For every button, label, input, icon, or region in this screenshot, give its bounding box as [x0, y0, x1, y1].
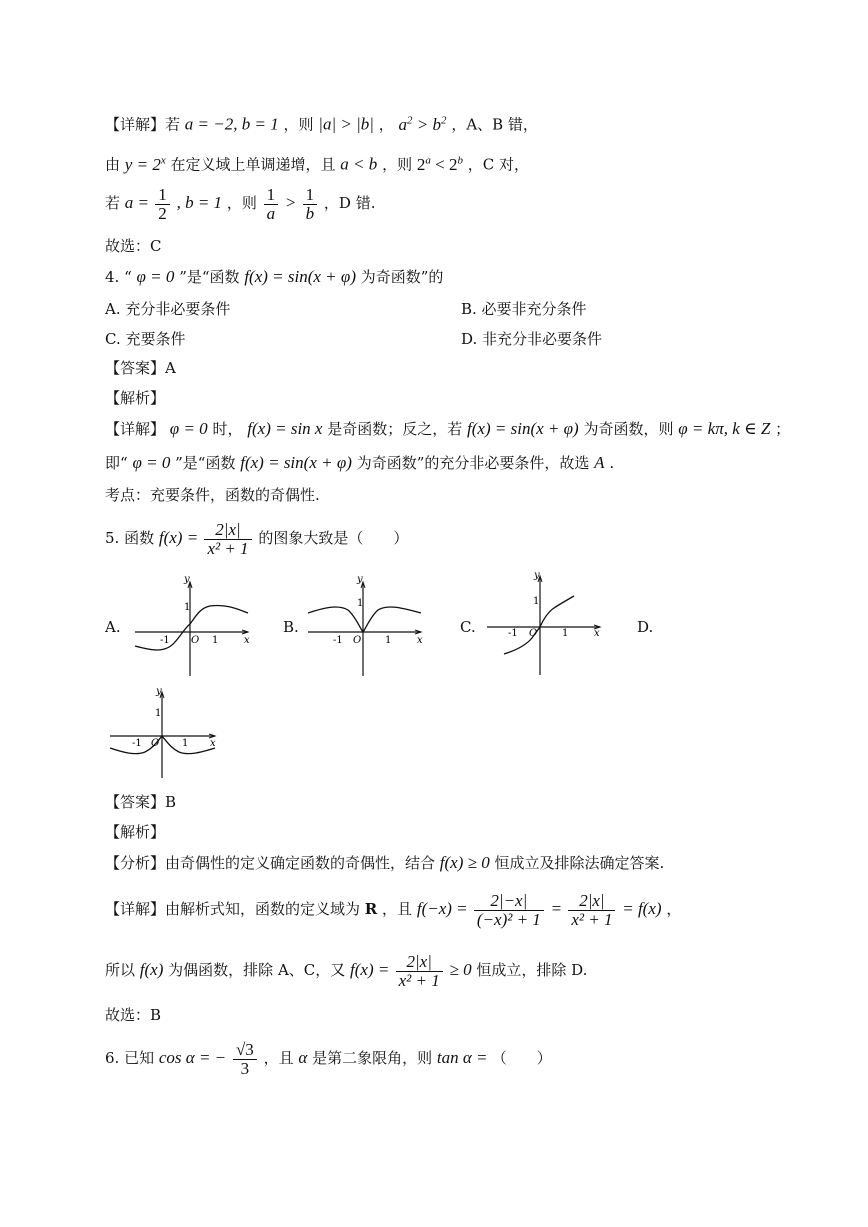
- math: [417, 155, 463, 174]
- text: 若: [105, 194, 121, 212]
- q5-detail: [105, 887, 681, 931]
- math: a = −2, b = 1: [184, 114, 279, 134]
- q4-option-d: D. 非充分非必要条件: [461, 330, 603, 348]
- math: φ = kπ, k ∈ Z: [678, 419, 771, 438]
- denominator: 3: [240, 1058, 250, 1078]
- q4-option-c: C. 充要条件: [105, 330, 186, 348]
- select-line: 故选：C: [105, 237, 162, 255]
- math-part: 2: [416, 154, 426, 174]
- fraction: [474, 892, 544, 929]
- tick-1: 1: [155, 708, 162, 719]
- math: [125, 155, 166, 174]
- q5-conclusion: [105, 948, 587, 992]
- math: cos α = −: [158, 1048, 227, 1067]
- text: 为奇函数”的充分非必要条件，故选: [356, 454, 590, 472]
- denominator: b: [305, 203, 315, 223]
- x-label: x: [210, 738, 216, 749]
- question-4: [105, 267, 443, 287]
- numerator: 2|−x|: [474, 892, 544, 911]
- fraction: [155, 186, 170, 223]
- math: ≥ 0: [449, 960, 472, 979]
- math: α: [298, 1048, 308, 1067]
- tick-1: 1: [357, 598, 364, 609]
- math-part: a: [398, 114, 408, 134]
- text: 为奇函数，则: [583, 420, 674, 438]
- q4-detail-1: [105, 419, 790, 439]
- math: f(x) = sin x: [247, 419, 323, 438]
- text: ”是“函数: [179, 268, 240, 286]
- text: .: [609, 454, 615, 472]
- numerator: 1: [155, 186, 170, 205]
- q5-fenxi: [105, 853, 664, 873]
- text: 【详解】若: [105, 115, 181, 134]
- sup: a: [425, 154, 431, 166]
- q5-answer: [105, 792, 176, 812]
- text: 为奇函数”的: [360, 268, 444, 286]
- text: 【详解】: [105, 420, 166, 438]
- fraction: [204, 521, 251, 558]
- text: ，: [666, 900, 682, 918]
- text: ，且: [263, 1049, 294, 1067]
- graph-a: [130, 576, 255, 678]
- math-part: y = 2: [124, 154, 161, 174]
- denominator: 2: [158, 203, 167, 223]
- value: B: [165, 793, 177, 811]
- tick-1: 1: [562, 628, 569, 639]
- tick-1: 1: [184, 602, 191, 613]
- math: f(x) = sin(x + φ): [467, 419, 579, 438]
- denominator: x² + 1: [571, 909, 613, 929]
- math: a =: [124, 193, 154, 212]
- denominator: x² + 1: [207, 538, 249, 558]
- text: 恒成立及排除法确定答案.: [494, 854, 665, 872]
- question-6: [105, 1035, 552, 1081]
- curve: [308, 607, 421, 632]
- text: 恒成立，排除 D.: [476, 961, 588, 979]
- question-5: [105, 516, 408, 560]
- tick-1: 1: [533, 596, 540, 607]
- text: ，C 对，: [467, 155, 529, 174]
- y-label: y: [357, 576, 363, 585]
- fraction: [396, 953, 443, 990]
- math: >: [284, 193, 301, 212]
- math: , b = 1: [176, 193, 223, 212]
- math: $a^2 > b^2$: [398, 114, 447, 134]
- denominator: x² + 1: [398, 970, 440, 990]
- tick-1: 1: [385, 635, 392, 646]
- q5-analysis: 【解析】: [105, 823, 166, 841]
- origin-label: O: [353, 635, 362, 646]
- fraction: [568, 892, 615, 929]
- tick-1: 1: [212, 635, 219, 646]
- q4-analysis: 【解析】: [105, 389, 166, 407]
- solution-line-1: [105, 110, 538, 135]
- y-label: y: [534, 572, 540, 581]
- tick-neg-1: -1: [333, 635, 343, 646]
- text: ；: [775, 420, 791, 438]
- numerator: 2|x|: [204, 521, 251, 540]
- tick-neg-1: -1: [160, 635, 170, 646]
- math: f(x) =: [350, 960, 394, 979]
- text: 由: [105, 155, 121, 174]
- math: φ = 0: [132, 453, 171, 472]
- math: tan α =: [436, 1048, 492, 1067]
- math: = f(x): [622, 899, 662, 918]
- x-label: x: [244, 635, 250, 646]
- q5-option-c: C.: [460, 618, 476, 636]
- q4-option-b: B. 必要非充分条件: [461, 300, 587, 318]
- text: 6. 已知: [105, 1049, 155, 1067]
- math: A: [594, 453, 605, 472]
- origin-label: O: [529, 628, 538, 639]
- math: f(x): [139, 960, 164, 979]
- fraction: [233, 1041, 257, 1078]
- origin-label: O: [191, 635, 200, 646]
- math: |a| > |b|: [318, 114, 374, 134]
- math: a < b: [340, 154, 378, 174]
- text: 即“: [105, 454, 128, 472]
- text: 是第二象限角，则: [312, 1049, 433, 1067]
- solution-line-2: [105, 150, 529, 175]
- math-part: > b: [412, 114, 442, 134]
- origin-label: O: [151, 738, 160, 749]
- text: ，则: [382, 155, 413, 174]
- denominator: a: [266, 203, 276, 223]
- tick-neg-1: -1: [132, 738, 142, 749]
- numerator: 1: [303, 186, 318, 205]
- numerator: √3: [233, 1041, 257, 1060]
- text: ，且: [382, 900, 413, 918]
- denominator: (−x)² + 1: [476, 909, 541, 929]
- text: 的图象大致是（ ）: [258, 529, 409, 547]
- numerator: 2|x|: [396, 953, 443, 972]
- label: 【答案】: [105, 793, 166, 811]
- text: 在定义域上单调递增，且: [170, 155, 336, 174]
- y-label: y: [156, 688, 162, 697]
- math: f(−x) =: [416, 899, 472, 918]
- real-set: R: [364, 900, 378, 918]
- text: 5. 函数: [105, 529, 155, 547]
- text: 4. “: [105, 268, 132, 286]
- numerator: 1: [264, 186, 279, 205]
- graph-b: [303, 576, 428, 678]
- x-label: x: [417, 635, 423, 646]
- y-label: y: [184, 576, 190, 585]
- text: 为偶函数，排除 A、C，又: [168, 961, 346, 979]
- text: 【分析】由奇偶性的定义确定函数的奇偶性，结合: [105, 854, 436, 872]
- text: ，则: [283, 115, 314, 134]
- text: ，D 错.: [323, 194, 376, 212]
- q5-option-a: A.: [105, 618, 121, 636]
- math: f(x) =: [158, 528, 203, 547]
- text: ，则: [226, 194, 257, 212]
- q4-detail-2: [105, 453, 614, 473]
- text: ，: [378, 115, 394, 134]
- q4-point: 考点：充要条件，函数的奇偶性.: [105, 486, 320, 504]
- math: φ = 0: [169, 419, 208, 438]
- graph-d: [107, 688, 222, 780]
- x-label: x: [594, 628, 600, 639]
- q4-answer: [105, 358, 176, 378]
- q5-select: 故选：B: [105, 1006, 162, 1024]
- numerator: 2|x|: [568, 892, 615, 911]
- text: （ ）: [491, 1049, 552, 1067]
- q5-option-b: B.: [283, 618, 299, 636]
- text: 是奇函数；反之，若: [327, 420, 463, 438]
- q5-option-d: D.: [637, 618, 654, 636]
- graph-c: [482, 572, 607, 677]
- text: ”是“函数: [175, 454, 236, 472]
- value: A: [165, 359, 176, 377]
- sup: b: [457, 154, 463, 166]
- tick-1: 1: [182, 738, 189, 749]
- math: f(x) = sin(x + φ): [244, 267, 356, 286]
- math: f(x) ≥ 0: [439, 853, 490, 872]
- fraction: [303, 186, 318, 223]
- math-part: < 2: [430, 154, 458, 174]
- sup: x: [160, 154, 166, 166]
- math: f(x) = sin(x + φ): [240, 453, 352, 472]
- label: 【答案】: [105, 359, 166, 377]
- math: φ = 0: [136, 267, 175, 286]
- tick-neg-1: -1: [508, 628, 518, 639]
- text: 时，: [212, 420, 243, 438]
- q4-option-a: A. 充分非必要条件: [105, 300, 231, 318]
- math: =: [550, 899, 567, 918]
- text: ，A、B 错，: [451, 115, 538, 134]
- text: 所以: [105, 961, 136, 979]
- fraction: [264, 186, 279, 223]
- solution-line-3: [105, 183, 376, 223]
- text: 【详解】由解析式知，函数的定义域为: [105, 900, 361, 918]
